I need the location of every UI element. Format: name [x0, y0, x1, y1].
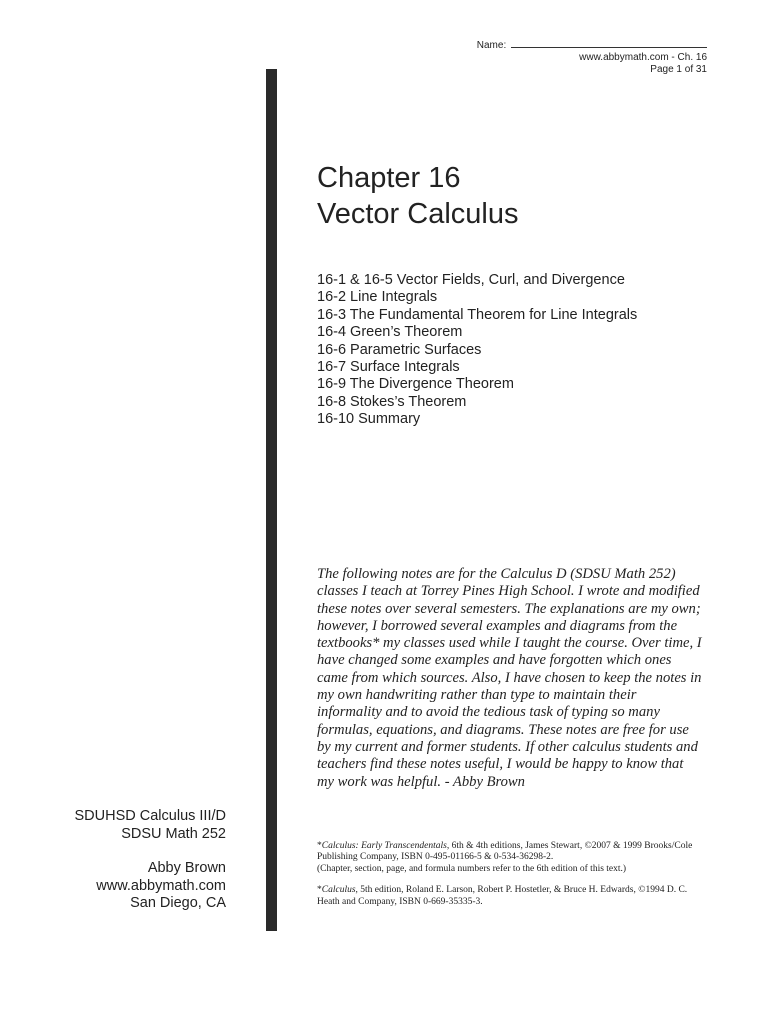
page-info: Page 1 of 31 — [650, 64, 707, 75]
course-line-2: SDSU Math 252 — [121, 825, 226, 842]
reference-larson: *Calculus, 5th edition, Roland E. Larson, Robert P. Hostetler, & Bruce H. Edwards, ©1994 D. C. Heath and Company, ISBN 0-669-35335-3. — [317, 885, 688, 907]
reference-stewart: *Calculus: Early Transcendentals, 6th & 4th editions, James Stewart, ©2007 & 1999 Brooks/Cole Publishing Company, ISBN 0-495-01166-5 & 0-534-36298-2. (Chapter, section, page, and formula numbers refer to the 6th edition of this text.) — [317, 841, 693, 874]
intro-paragraph: The following notes are for the Calculus D (SDSU Math 252) classes I teach at Torrey Pines High School. I wrote and modified these notes over several semesters. The explanations are my own; however, I borrowed several examples and diagrams from the textbooks* my classes used while I taught the course. Over time, I have changed some examples and have forgotten which ones came from which sources. Also, I have chosen to keep the notes in my own handwriting rather than type to maintain their informality and to avoid the tedious task of typing so many formulas, equations, and diagrams. These notes are free for use by my current and former students. If other calculus students and teachers find these notes useful, I would be happy to know that my work was helpful. - Abby Brown — [317, 566, 702, 790]
toc-item: 16-10 Summary — [317, 411, 421, 428]
author-location: San Diego, CA — [130, 895, 226, 911]
name-label: Name: — [476, 40, 507, 51]
textbook-references — [317, 841, 707, 918]
author-course-info — [75, 808, 226, 913]
author-website: www.abbymath.com — [96, 877, 226, 894]
table-of-contents — [317, 272, 637, 429]
toc-item: 16-7 Surface Integrals — [317, 359, 460, 376]
reference-stewart-title: Calculus: Early Transcendentals — [321, 841, 447, 851]
page-header — [477, 38, 707, 76]
toc-item: 16-4 Green’s Theorem — [317, 324, 463, 341]
chapter-title — [317, 160, 519, 232]
reference-larson-title: Calculus — [321, 885, 356, 896]
toc-item: 16-9 The Divergence Theorem — [317, 376, 514, 393]
toc-item: 16-8 Stokes’s Theorem — [317, 393, 467, 410]
name-blank-line — [511, 38, 707, 48]
site-chapter: www.abbymath.com - Ch. 16 — [579, 52, 707, 63]
toc-item: 16-3 The Fundamental Theorem for Line Integrals — [317, 306, 638, 323]
spacer — [75, 843, 226, 860]
course-line-1: SDUHSD Calculus III/D — [74, 808, 226, 824]
toc-item: 16-1 & 16-5 Vector Fields, Curl, and Divergence — [317, 272, 625, 288]
toc-item: 16-6 Parametric Surfaces — [317, 341, 482, 358]
toc-item: 16-2 Line Integrals — [317, 289, 438, 306]
chapter-number: Chapter 16 — [317, 162, 461, 194]
chapter-name: Vector Calculus — [317, 198, 519, 230]
vertical-divider-bar — [266, 69, 277, 931]
author-name: Abby Brown — [147, 860, 226, 876]
name-field-row — [477, 38, 707, 52]
reference-stewart-note: (Chapter, section, page, and formula numbers refer to the 6th edition of this text.) — [317, 863, 627, 874]
